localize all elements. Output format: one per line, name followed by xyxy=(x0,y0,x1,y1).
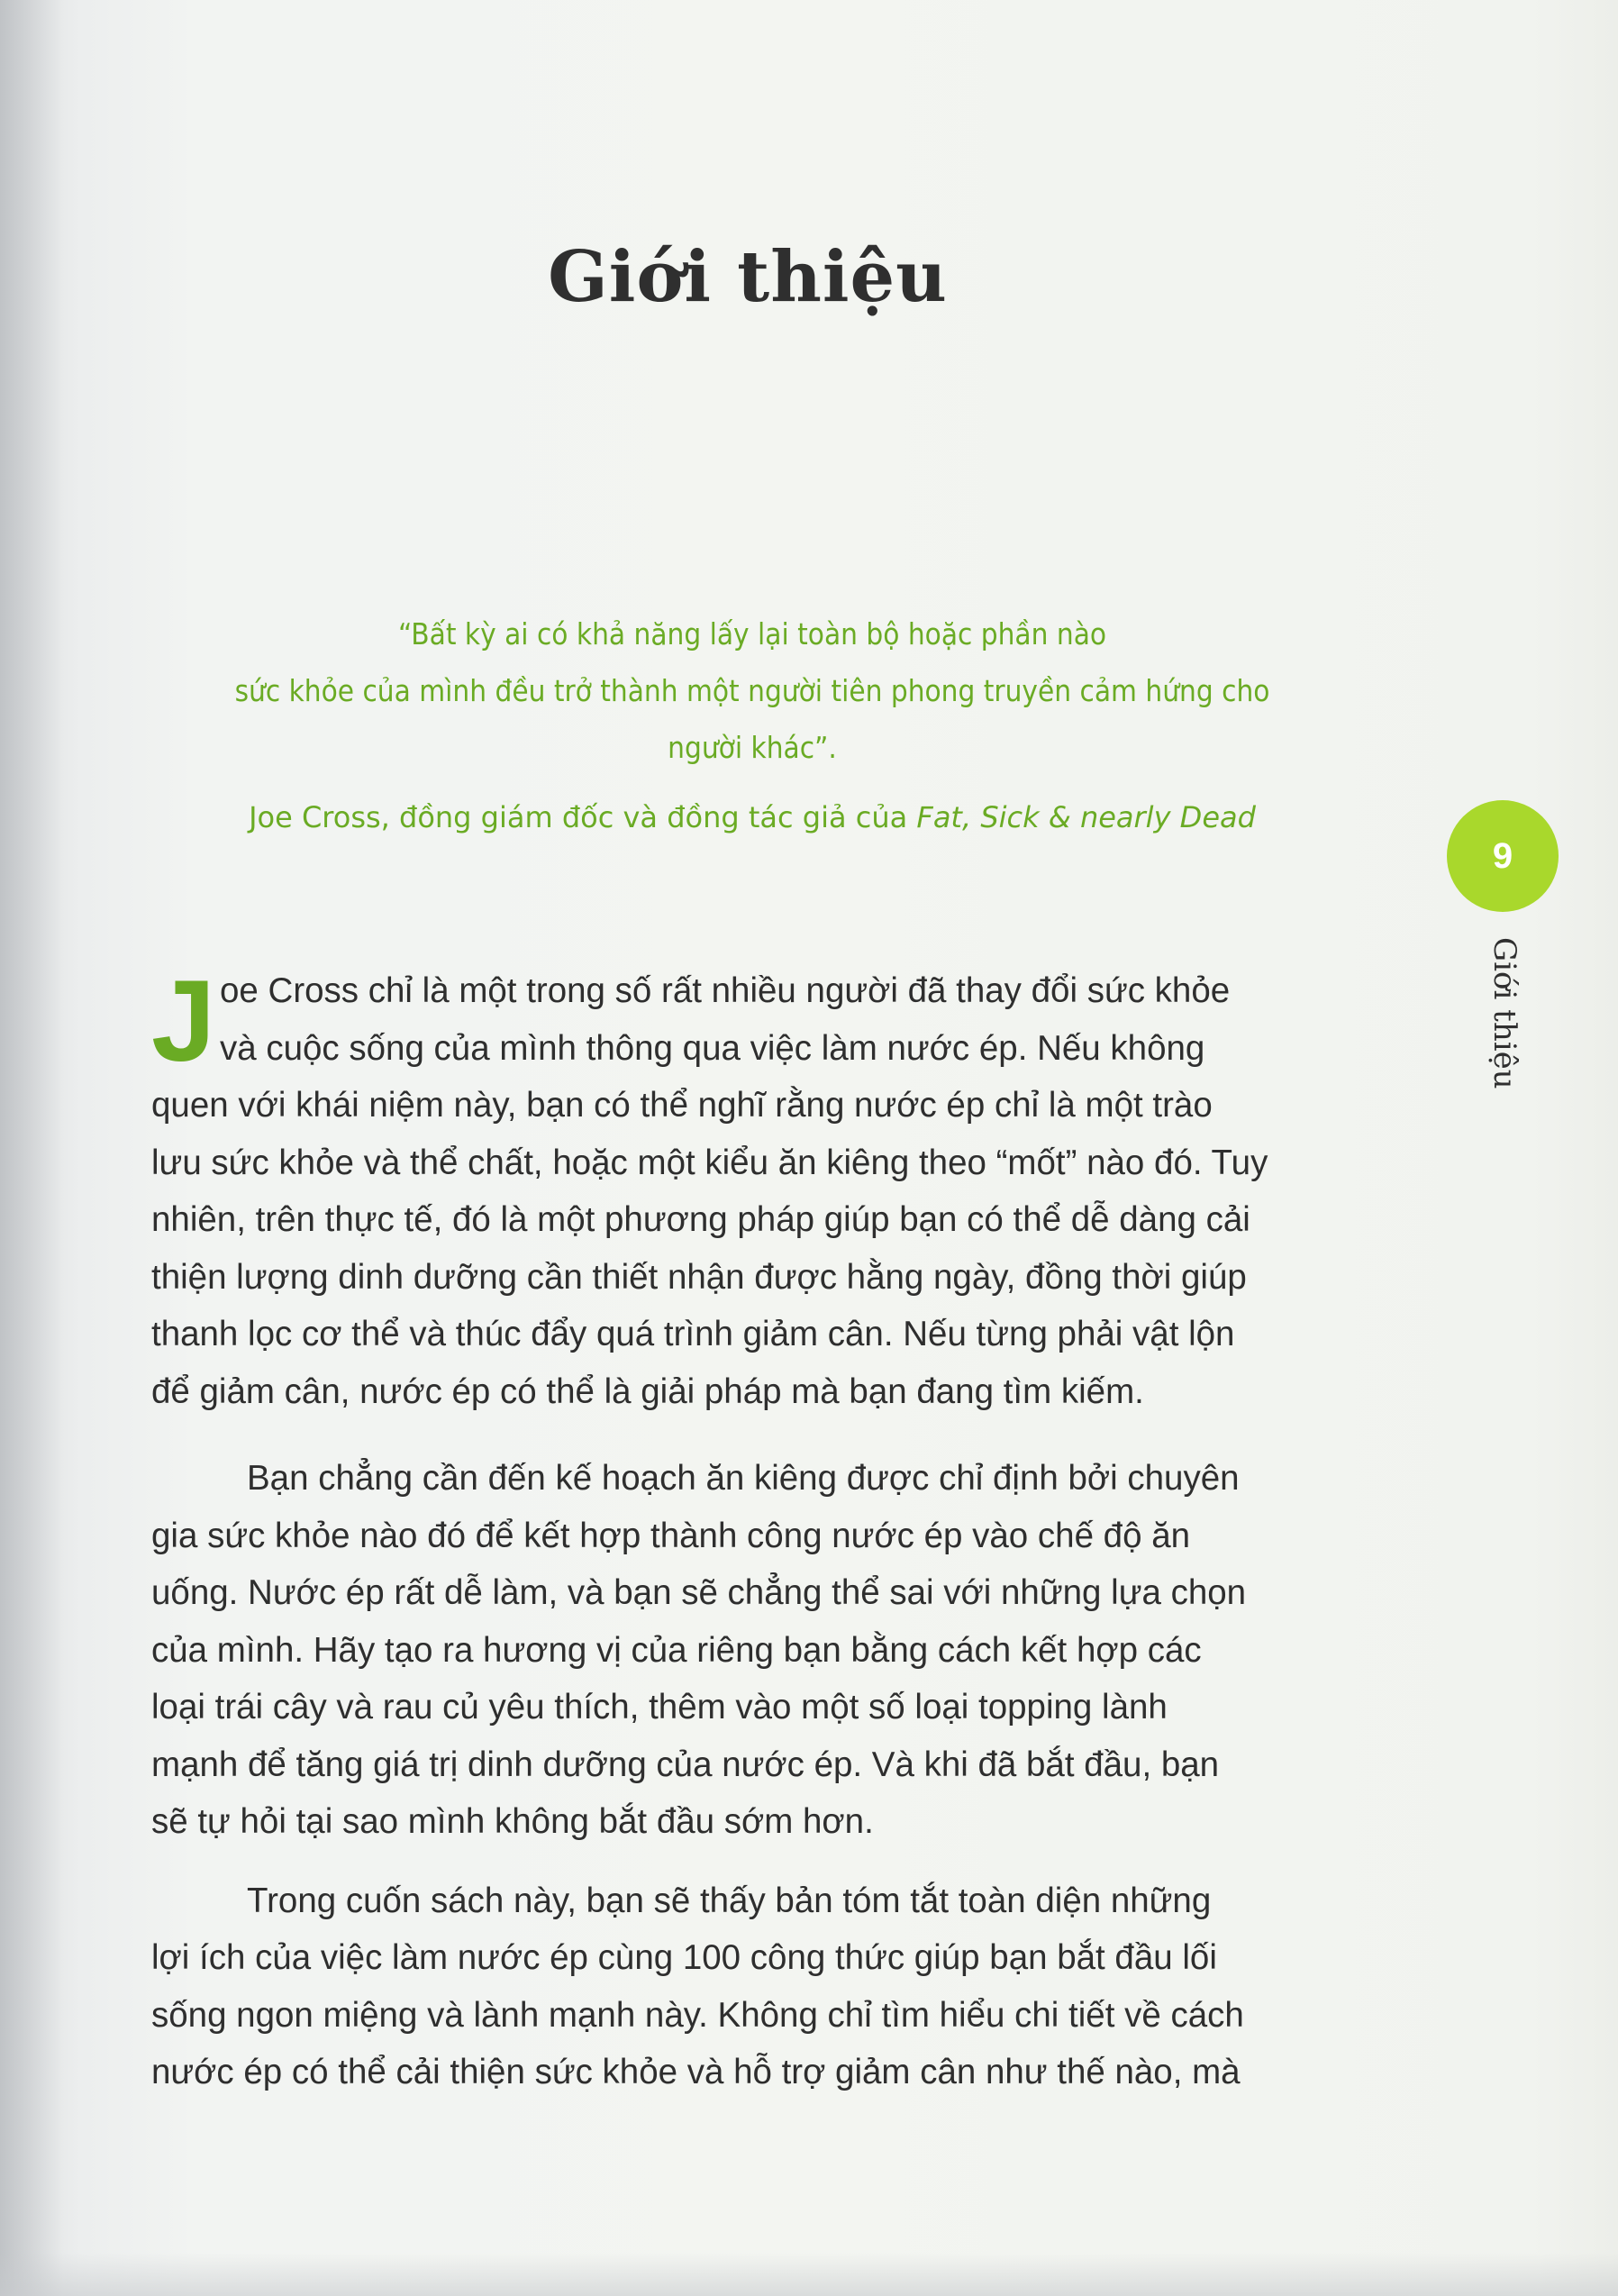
paragraph-line: quen với khái niệm này, bạn có thể nghĩ rằng nước ép chỉ là một trào xyxy=(151,1086,1213,1125)
page-title: Giới thiệu xyxy=(548,236,948,318)
paragraph-line: của mình. Hãy tạo ra hương vị của riêng bạn bằng cách kết hợp các xyxy=(151,1630,1202,1670)
paragraph-line: thanh lọc cơ thể và thúc đẩy quá trình giảm cân. Nếu từng phải vật lộn xyxy=(151,1315,1235,1353)
page-number: 9 xyxy=(1492,835,1513,876)
paragraph-line: để giảm cân, nước ép có thể là giải pháp mà bạn đang tìm kiếm. xyxy=(151,1371,1144,1411)
paragraph-line: nước ép có thể cải thiện sức khỏe và hỗ trợ giảm cân như thế nào, mà xyxy=(151,2053,1241,2091)
drop-cap: J xyxy=(151,957,216,1086)
paragraph-line: mạnh để tăng giá trị dinh dưỡng của nước ép. Và khi đã bắt đầu, bạn xyxy=(151,1745,1220,1784)
paragraph-line: lợi ích của việc làm nước ép cùng 100 công thức giúp bạn bắt đầu lối xyxy=(151,1938,1217,1977)
paragraph-line: nhiên, trên thực tế, đó là một phương pháp giúp bạn có thể dễ dàng cải xyxy=(151,1200,1250,1239)
page-gutter-shadow xyxy=(0,0,63,2296)
chapter-side-label: Giới thiệu xyxy=(1486,937,1523,1089)
body-text xyxy=(151,957,1360,2101)
page-number-badge xyxy=(1447,800,1559,912)
paragraph-line: gia sức khỏe nào đó để kết hợp thành công nước ép vào chế độ ăn xyxy=(151,1516,1191,1555)
paragraph-line: uống. Nước ép rất dễ làm, và bạn sẽ chẳng thể sai với những lựa chọn xyxy=(151,1573,1247,1612)
paragraph-2 xyxy=(151,1450,1360,1851)
quote-attribution xyxy=(225,800,1279,834)
paragraph-1 xyxy=(151,957,1360,1420)
quote-line: “Bất kỳ ai có khả năng lấy lại toàn bộ hoặc phần nào xyxy=(397,616,1107,651)
attribution-work-title: Fat, Sick & nearly Dead xyxy=(916,800,1256,834)
paragraph-line: sống ngon miệng và lành mạnh này. Không chỉ tìm hiểu chi tiết về cách xyxy=(151,1995,1244,2035)
attribution-text: Joe Cross, đồng giám đốc và đồng tác giả của xyxy=(249,800,917,834)
paragraph-3 xyxy=(151,1872,1360,2101)
paragraph-line: lưu sức khỏe và thể chất, hoặc một kiểu ăn kiêng theo “mốt” nào đó. Tuy xyxy=(151,1143,1268,1182)
quote-line: người khác”. xyxy=(668,730,837,765)
paragraph-line: và cuộc sống của mình thông qua việc làm nước ép. Nếu không xyxy=(220,1028,1205,1068)
epigraph-quote xyxy=(225,606,1279,776)
paragraph-line: Bạn chẳng cần đến kế hoạch ăn kiêng được chỉ định bởi chuyên xyxy=(247,1459,1240,1498)
page-bottom-edge xyxy=(0,2253,1618,2296)
paragraph-line: sẽ tự hỏi tại sao mình không bắt đầu sớm hơn. xyxy=(151,1802,874,1841)
paragraph-line: thiện lượng dinh dưỡng cần thiết nhận được hằng ngày, đồng thời giúp xyxy=(151,1257,1247,1297)
paragraph-line: oe Cross chỉ là một trong số rất nhiều người đã thay đổi sức khỏe xyxy=(220,971,1231,1010)
paragraph-line: loại trái cây và rau củ yêu thích, thêm vào một số loại topping lành xyxy=(151,1688,1168,1727)
quote-line: sức khỏe của mình đều trở thành một người tiên phong truyền cảm hứng cho xyxy=(234,673,1270,708)
paragraph-line: Trong cuốn sách này, bạn sẽ thấy bản tóm tắt toàn diện những xyxy=(247,1881,1212,1920)
